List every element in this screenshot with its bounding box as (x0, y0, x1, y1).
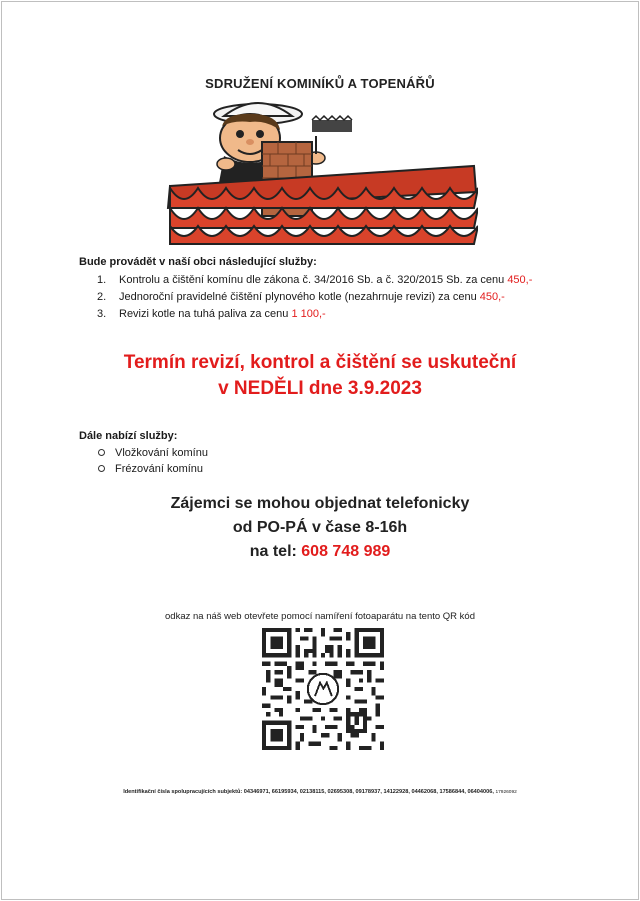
footer-label: Identifikační čísla spolupracujících subjektů: (123, 789, 244, 795)
item-number: 1. (97, 274, 107, 286)
list-item (97, 289, 532, 306)
footer-ids (2, 789, 638, 795)
list-item (97, 272, 532, 289)
bullet-icon (98, 449, 105, 456)
qr-code[interactable] (262, 628, 384, 750)
contact-line-3 (2, 540, 638, 564)
event-headline (2, 350, 638, 402)
item-price: 1 100,- (291, 308, 326, 320)
item-number: 2. (97, 291, 107, 303)
item-text: Jednoroční pravidelné čištění plynového kotle (nezahrnuje revizi) za cenu (119, 291, 480, 303)
phone-label: na tel: (249, 543, 302, 560)
item-text: Kontrolu a čištění komínu dle zákona č. 34/2016 Sb. a č. 320/2015 Sb. za cenu (119, 274, 508, 286)
document-page (1, 1, 639, 900)
contact-line-2: od PO-PÁ v čase 8-16h (232, 519, 408, 536)
item-text: Revizi kotle na tuhá paliva za cenu (119, 308, 292, 320)
list-item (98, 461, 208, 477)
footer-id-list: 04346971, 66195934, 02138115, 02695308, 09178937, 14122928, 04462068, 17586844, 06404006, (243, 789, 496, 795)
chimney-sweep-illustration (166, 96, 478, 246)
headline-line-2: v NEDĚLI dne 3.9.2023 (218, 378, 422, 399)
item-price: 450,- (507, 274, 533, 286)
qr-caption: odkaz na náš web otevřete pomocí namíření fotoaparátu na tento QR kód (165, 611, 475, 622)
sweep-brush (312, 116, 352, 154)
qr-logo-icon (308, 674, 338, 704)
item-price: 450,- (479, 291, 505, 303)
list-item (97, 306, 532, 323)
services-intro: Bude provádět v naší obci následující služby: (79, 256, 317, 268)
list-item (98, 445, 208, 461)
bullet-icon (98, 465, 105, 472)
contact-info (2, 492, 638, 564)
item-text: Vložkování komínu (115, 447, 208, 459)
footer-last-id: 17926092 (495, 790, 517, 795)
phone-number[interactable]: 608 748 989 (301, 543, 391, 560)
services-list (97, 272, 532, 323)
contact-line-1: Zájemci se mohou objednat telefonicky (170, 495, 470, 512)
item-text: Frézování komínu (115, 463, 204, 475)
item-number: 3. (97, 308, 107, 320)
headline-line-1: Termín revizí, kontrol a čištění se uskuteční (123, 352, 517, 373)
more-services-list (98, 445, 208, 477)
roof-tiles (168, 166, 478, 244)
more-services-title: Dále nabízí služby: (79, 430, 178, 442)
page-title: SDRUŽENÍ KOMINÍKŮ A TOPENÁŘŮ (205, 76, 435, 91)
